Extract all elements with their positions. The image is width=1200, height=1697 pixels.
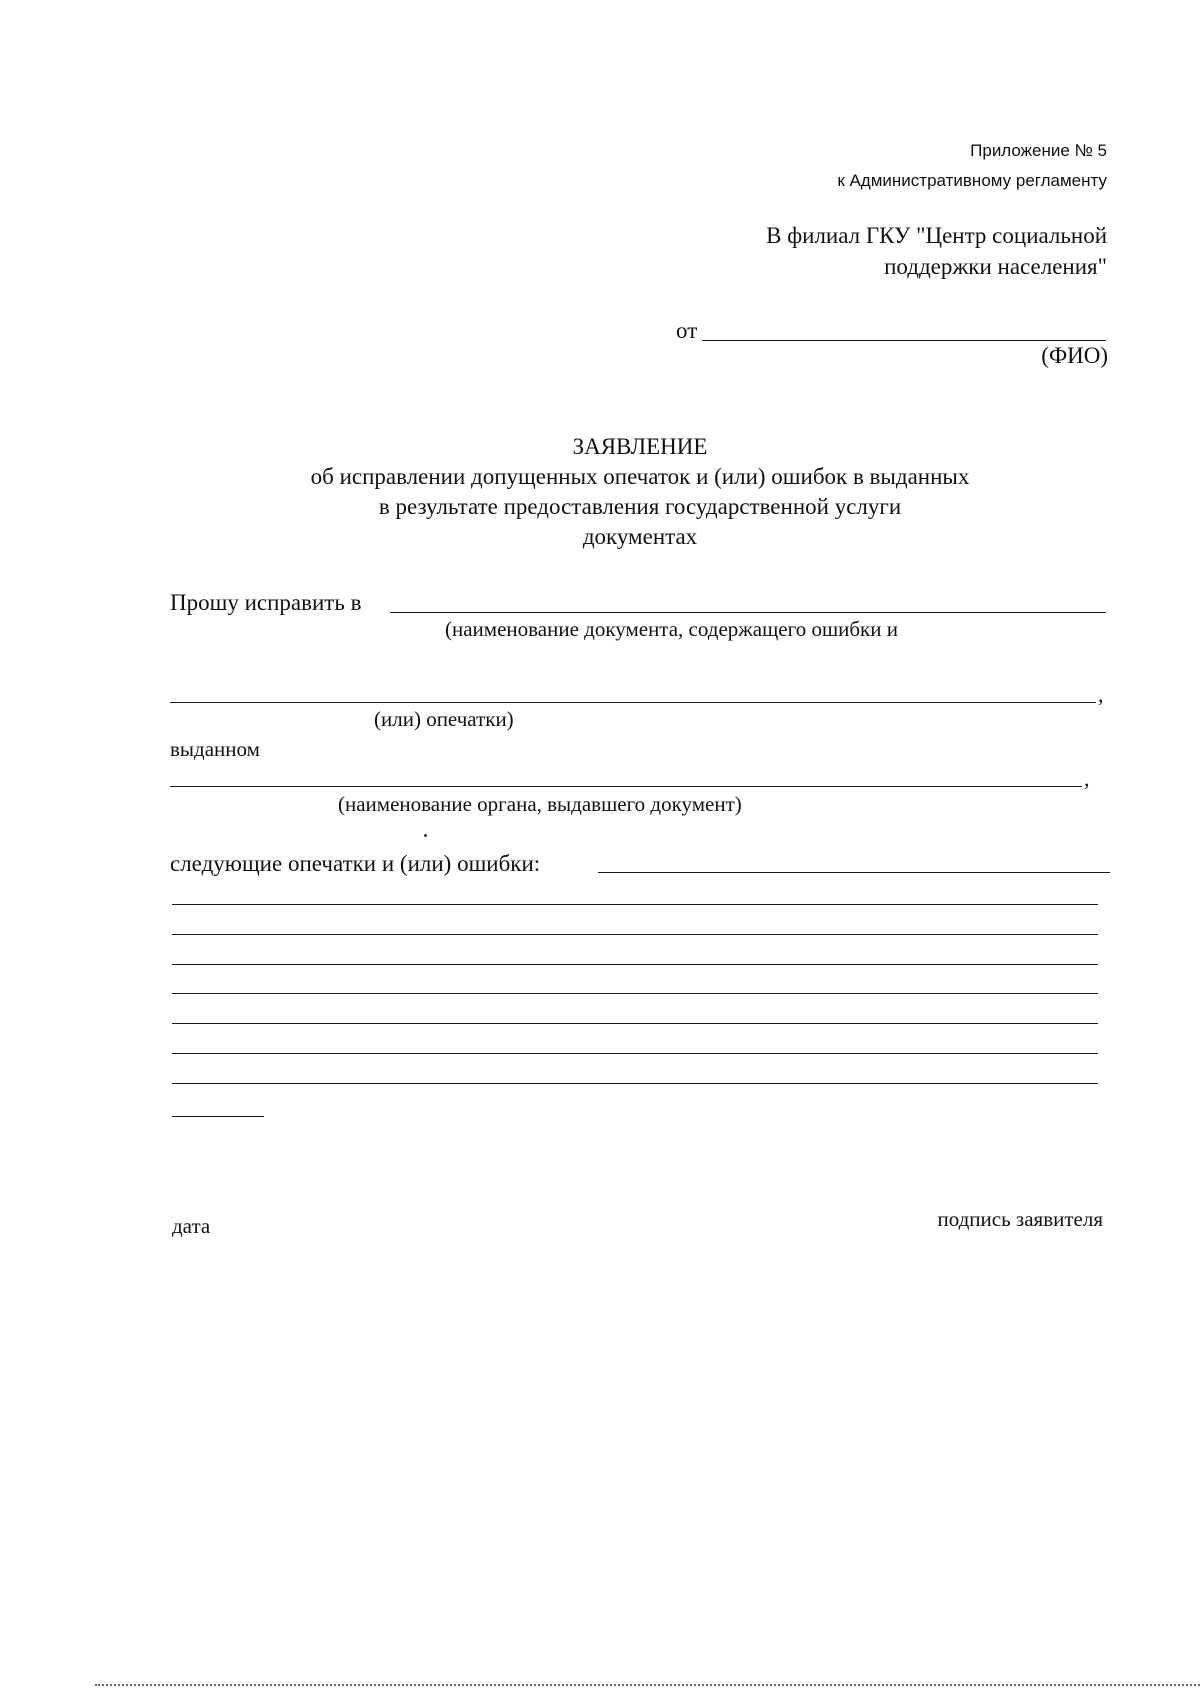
scan-speck bbox=[424, 834, 427, 837]
appendix-header bbox=[837, 136, 1107, 196]
document-name-caption-continued: (или) опечатки) bbox=[374, 707, 514, 731]
errors-label: следующие опечатки и (или) ошибки: bbox=[170, 851, 541, 876]
errors-field-line-1[interactable] bbox=[598, 872, 1110, 873]
errors-field-line-5[interactable] bbox=[172, 993, 1098, 994]
errors-field-line-8[interactable] bbox=[172, 1083, 1098, 1084]
recipient-block bbox=[766, 220, 1107, 282]
signature-label: подпись заявителя bbox=[937, 1207, 1103, 1231]
statement-subject-line-2: в результате предоставления государственной услуги bbox=[378, 494, 902, 519]
comma-mark: , bbox=[1084, 766, 1090, 791]
request-label: Прошу исправить в bbox=[170, 590, 362, 615]
errors-field-line-6[interactable] bbox=[172, 1023, 1098, 1024]
statement-heading: ЗАЯВЛЕНИЕ bbox=[572, 434, 708, 459]
date-label: дата bbox=[172, 1214, 211, 1238]
applicant-name-field[interactable] bbox=[702, 340, 1106, 341]
issuing-authority-field[interactable] bbox=[170, 786, 1082, 787]
errors-field-line-4[interactable] bbox=[172, 964, 1098, 965]
recipient-line-2: поддержки населения" bbox=[884, 254, 1107, 279]
statement-subject-line-3: документах bbox=[582, 524, 698, 549]
errors-field-line-9[interactable] bbox=[172, 1116, 264, 1117]
scan-bottom-edge bbox=[95, 1684, 1200, 1686]
document-name-caption: (наименование документа, содержащего ошибки и bbox=[445, 617, 898, 641]
errors-field-line-7[interactable] bbox=[172, 1053, 1098, 1054]
appendix-reference: к Административному регламенту bbox=[837, 171, 1107, 190]
comma-mark: , bbox=[1098, 682, 1104, 707]
errors-field-line-2[interactable] bbox=[172, 904, 1098, 905]
statement-title bbox=[250, 432, 1030, 552]
issued-label: выданном bbox=[170, 737, 260, 761]
statement-subject-line-1: об исправлении допущенных опечаток и (или) ошибок в выданных bbox=[310, 464, 970, 489]
appendix-number: Приложение № 5 bbox=[970, 141, 1107, 160]
from-label: от bbox=[676, 318, 698, 343]
document-name-field[interactable] bbox=[390, 612, 1106, 613]
fio-caption: (ФИО) bbox=[1041, 343, 1108, 368]
document-name-field-continued[interactable] bbox=[170, 702, 1096, 703]
recipient-line-1: В филиал ГКУ "Центр социальной bbox=[766, 223, 1107, 248]
errors-field-line-3[interactable] bbox=[172, 934, 1098, 935]
issuing-authority-caption: (наименование органа, выдавшего документ) bbox=[338, 792, 742, 816]
